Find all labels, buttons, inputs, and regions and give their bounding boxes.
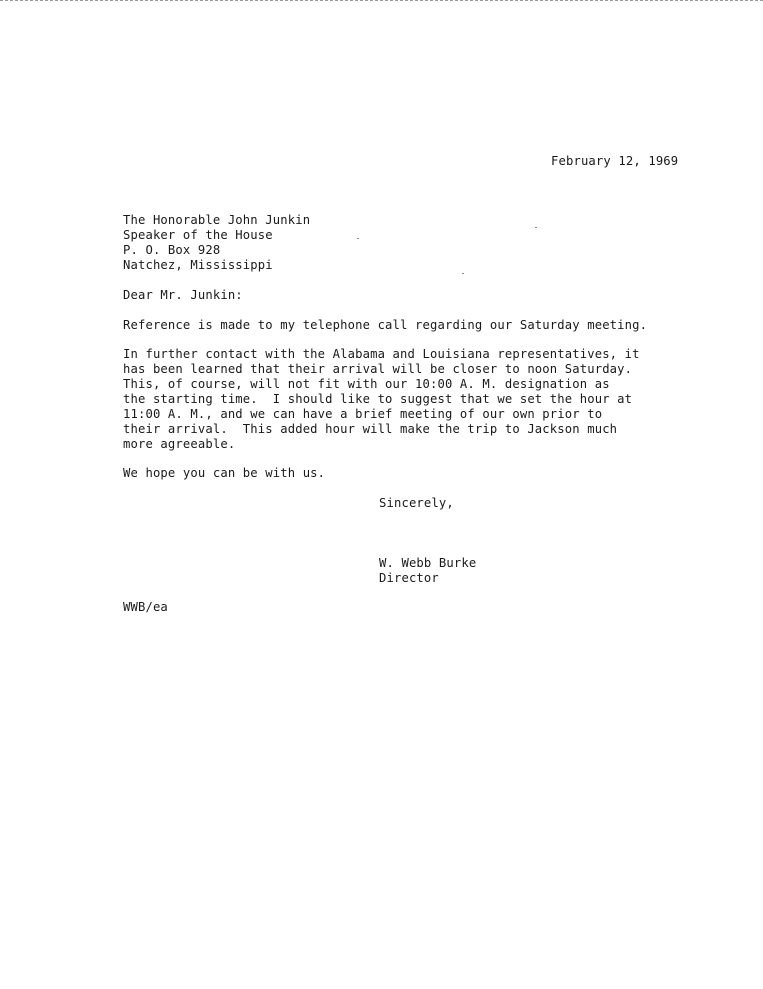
letter-date: February 12, 1969	[551, 154, 679, 168]
body-paragraph-3: We hope you can be with us.	[123, 466, 326, 480]
reference-initials: WWB/ea	[123, 600, 168, 614]
paper-speck	[357, 238, 359, 239]
paper-speck	[535, 227, 537, 228]
body-paragraph-2-line: In further contact with the Alabama and Louisiana representatives, it	[123, 347, 640, 361]
complimentary-close: Sincerely,	[379, 496, 454, 510]
body-paragraph-2-line: their arrival. This added hour will make the trip to Jackson much	[123, 422, 618, 436]
recipient-name: The Honorable John Junkin	[123, 213, 311, 227]
signer-title: Director	[379, 571, 439, 585]
recipient-city: Natchez, Mississippi	[123, 258, 273, 272]
body-paragraph-2-line: 11:00 A. M., and we can have a brief meeting of our own prior to	[123, 407, 603, 421]
body-paragraph-2-line: This, of course, will not fit with our 10:00 A. M. designation as	[123, 377, 610, 391]
body-paragraph-2-line: has been learned that their arrival will be closer to noon Saturday.	[123, 362, 633, 376]
body-paragraph-1: Reference is made to my telephone call regarding our Saturday meeting.	[123, 318, 648, 332]
body-paragraph-2-line: the starting time. I should like to suggest that we set the hour at	[123, 392, 633, 406]
recipient-title: Speaker of the House	[123, 228, 273, 242]
body-paragraph-2-line: more agreeable.	[123, 437, 236, 451]
paper-speck	[462, 273, 464, 274]
salutation: Dear Mr. Junkin:	[123, 288, 243, 302]
signer-name: W. Webb Burke	[379, 556, 477, 570]
recipient-po-box: P. O. Box 928	[123, 243, 221, 257]
